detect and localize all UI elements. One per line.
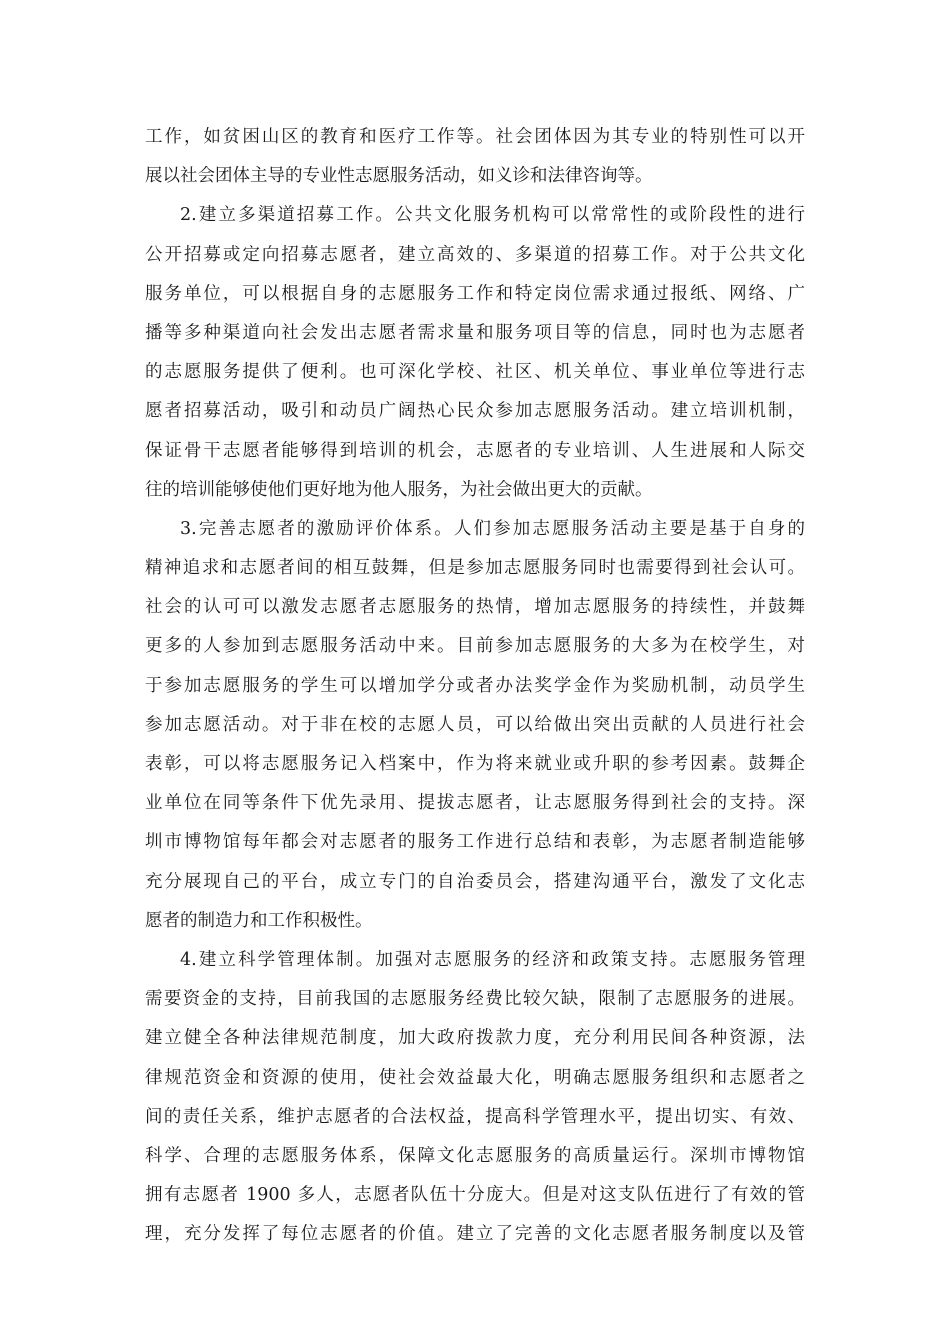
text-line: 的志愿服务提供了便利。也可深化学校、社区、机关单位、事业单位等进行志 — [145, 362, 805, 383]
text-line: 需要资金的支持，目前我国的志愿服务经费比较欠缺，限制了志愿服务的进展。 — [145, 989, 805, 1010]
text-line: 建立健全各种法律规范制度，加大政府拨款力度，充分利用民间各种资源，法 — [145, 1028, 805, 1049]
text-line: 服务单位，可以根据自身的志愿服务工作和特定岗位需求通过报纸、网络、广 — [145, 283, 805, 304]
paragraph-first-line: 4.建立科学管理体制。加强对志愿服务的经济和政策支持。志愿服务管理 — [180, 949, 805, 970]
text-line: 公开招募或定向招募志愿者，建立高效的、多渠道的招募工作。对于公共文化 — [145, 244, 805, 265]
text-line: 科学、合理的志愿服务体系，保障文化志愿服务的高质量运行。深圳市博物馆 — [145, 1145, 805, 1166]
text-line: 充分展现自己的平台，成立专门的自治委员会，搭建沟通平台，激发了文化志 — [145, 871, 805, 892]
text-line: 理，充分发挥了每位志愿者的价值。建立了完善的文化志愿者服务制度以及管 — [145, 1224, 805, 1245]
text-line: 精神追求和志愿者间的相互鼓舞，但是参加志愿服务同时也需要得到社会认可。 — [145, 558, 805, 579]
text-line: 工作，如贫困山区的教育和医疗工作等。社会团体因为其专业的特别性可以开 — [145, 127, 805, 147]
text-line: 参加志愿活动。对于非在校的志愿人员，可以给做出突出贡献的人员进行社会 — [145, 714, 805, 735]
body-text — [145, 118, 805, 1254]
text-line: 更多的人参加到志愿服务活动中来。目前参加志愿服务的大多为在校学生，对 — [145, 636, 805, 657]
text-line: 愿者招募活动，吸引和动员广阔热心民众参加志愿服务活动。建立培训机制， — [145, 401, 805, 422]
text-line: 保证骨干志愿者能够得到培训的机会，志愿者的专业培训、人生进展和人际交 — [145, 440, 805, 461]
text-line: 展以社会团体主导的专业性志愿服务活动，如义诊和法律咨询等。 — [145, 166, 653, 187]
text-line: 社会的认可可以激发志愿者志愿服务的热情，增加志愿服务的持续性，并鼓舞 — [145, 597, 805, 618]
text-line: 表彰，可以将志愿服务记入档案中，作为将来就业或升职的参考因素。鼓舞企 — [145, 754, 805, 774]
text-line: 于参加志愿服务的学生可以增加学分或者办法奖学金作为奖励机制，动员学生 — [145, 675, 805, 696]
text-line: 业单位在同等条件下优先录用、提拔志愿者，让志愿服务得到社会的支持。深 — [145, 793, 805, 814]
text-line: 拥有志愿者 1900 多人，志愿者队伍十分庞大。但是对这支队伍进行了有效的管 — [145, 1185, 805, 1206]
text-line: 律规范资金和资源的使用，使社会效益最大化，明确志愿服务组织和志愿者之 — [145, 1067, 805, 1088]
paragraph-first-line: 3.完善志愿者的激励评价体系。人们参加志愿服务活动主要是基于自身的 — [180, 518, 805, 539]
text-line: 往的培训能够使他们更好地为他人服务，为社会做出更大的贡献。 — [145, 479, 653, 500]
paragraph-first-line: 2.建立多渠道招募工作。公共文化服务机构可以常常性的或阶段性的进行 — [180, 205, 805, 226]
text-line: 圳市博物馆每年都会对志愿者的服务工作进行总结和表彰，为志愿者制造能够 — [145, 832, 805, 853]
text-line: 愿者的制造力和工作积极性。 — [145, 910, 373, 931]
text-line: 间的责任关系，维护志愿者的合法权益，提高科学管理水平，提出切实、有效、 — [145, 1106, 805, 1127]
text-line: 播等多种渠道向社会发出志愿者需求量和服务项目等的信息，同时也为志愿者 — [145, 322, 805, 343]
